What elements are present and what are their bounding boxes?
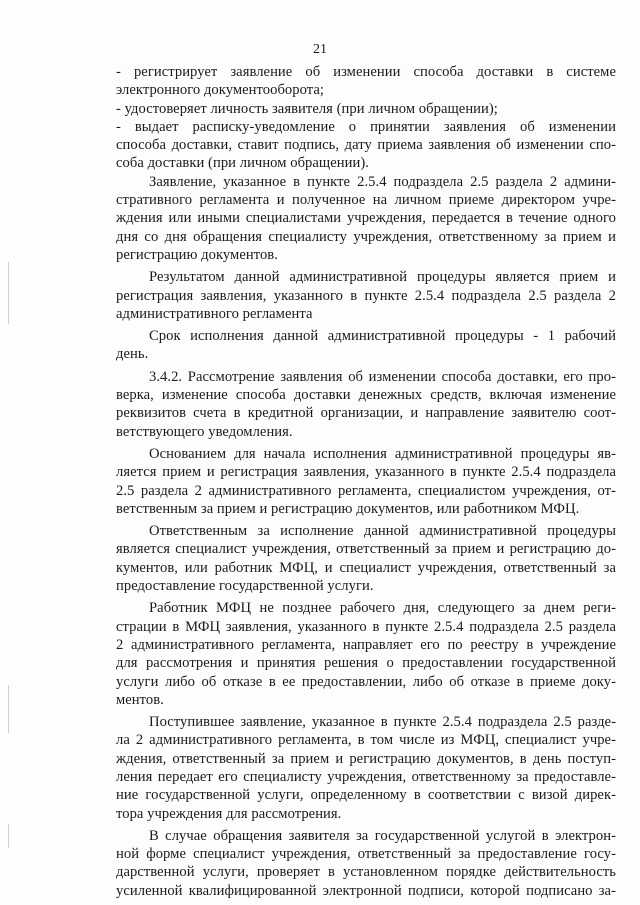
text-line: регистрацию документов. — [116, 246, 278, 263]
text-line: услуги либо об отказе в ее предоставлении, либо об отказе в приеме доку- — [116, 673, 616, 690]
text-line: дарственной услуги, проверяет в установленном порядке действительность — [116, 864, 616, 881]
document-text — [116, 63, 616, 900]
text-line: Результатом данной административной процедуры является прием и — [149, 269, 616, 286]
text-line: - выдает расписку-уведомление о принятии заявления об изменении — [116, 118, 616, 135]
text-line: стративного регламента и полученное на личном приеме директором учре- — [116, 192, 616, 209]
text-line: ления передает его специалисту учреждения, ответственному за предоставле- — [116, 768, 616, 785]
text-line: усиленной квалифицированной электронной подписи, которой подписано за- — [116, 882, 616, 899]
text-line: верка, изменение способа доставки денежных средств, включая изменение — [116, 387, 616, 404]
text-line: день. — [116, 346, 149, 363]
text-line: способа доставки, ставит подпись, дату приема заявления об изменении спо- — [116, 137, 616, 154]
text-line: для рассмотрения и принятия решения о предоставлении государственной — [116, 655, 616, 672]
text-line: ние государственной услуги, определенному в соответствии с визой дирек- — [116, 787, 616, 804]
text-line: ляется прием и регистрация заявления, указанного в пункте 2.5.4 подраздела — [116, 464, 616, 481]
text-line: Поступившее заявление, указанное в пункте 2.5.4 подраздела 2.5 разде- — [149, 714, 616, 731]
text-line: Срок исполнения данной административной процедуры - 1 рабочий — [149, 328, 616, 345]
text-line: 2.5 раздела 2 административного регламента, специалистом учреждения, от- — [116, 482, 616, 499]
scan-edge-marks — [8, 0, 12, 905]
text-line: регистрация заявления, указанного в пункте 2.5.4 подраздела 2.5 раздела 2 — [116, 287, 616, 304]
text-line: ждения или иными специалистами учреждения, передается в течение одного — [116, 210, 616, 227]
text-line: является специалист учреждения, ответственный за прием и регистрацию до- — [116, 541, 616, 558]
text-line: 2 административного регламента, направляет его по реестру в учреждение — [116, 636, 616, 653]
text-line: кументов, или работник МФЦ, и специалист учреждения, ответственный за — [116, 559, 616, 576]
text-line: 3.4.2. Рассмотрение заявления об изменении способа доставки, его про- — [149, 368, 616, 385]
text-line: ла 2 административного регламента, в том числе из МФЦ, специалист учре- — [116, 732, 616, 749]
text-line: ной форме специалист учреждения, ответственный за предоставление госу- — [116, 846, 616, 863]
text-line: страции в МФЦ заявления, указанного в пункте 2.5.4 подраздела 2.5 раздела — [116, 618, 616, 635]
text-line: дня со дня обращения специалисту учреждения, ответственному за прием и — [116, 228, 616, 245]
text-line: электронного документооборота; — [116, 82, 325, 99]
text-line: ждения, ответственный за прием и регистрацию документов, в день поступ- — [116, 750, 616, 767]
text-line: административного регламента — [116, 305, 313, 322]
text-line: Заявление, указанное в пункте 2.5.4 подраздела 2.5 раздела 2 админи- — [149, 173, 616, 190]
text-line: соба доставки (при личном обращении). — [116, 155, 369, 172]
text-line: - регистрирует заявление об изменении способа доставки в системе — [116, 64, 616, 80]
text-line: реквизитов счета в кредитной организации, и направление заявителю соот- — [116, 405, 616, 422]
text-line: ветственным за прием и регистрацию документов, или работником МФЦ. — [116, 500, 580, 517]
text-line: - удостоверяет личность заявителя (при личном обращении); — [116, 100, 498, 117]
text-line: В случае обращения заявителя за государственной услугой в электрон- — [149, 827, 616, 844]
text-line: ментов. — [116, 691, 164, 708]
page-number: 21 — [313, 42, 327, 57]
text-line: тора учреждения для рассмотрения. — [116, 805, 342, 822]
text-line: Основанием для начала исполнения административной процедуры яв- — [149, 445, 616, 462]
text-line: ветствующего уведомления. — [116, 423, 293, 440]
text-line: предоставление государственной услуги. — [116, 578, 374, 595]
text-line: Работник МФЦ не позднее рабочего дня, следующего за днем реги- — [149, 600, 616, 617]
text-line: Ответственным за исполнение данной административной процедуры — [149, 523, 616, 540]
